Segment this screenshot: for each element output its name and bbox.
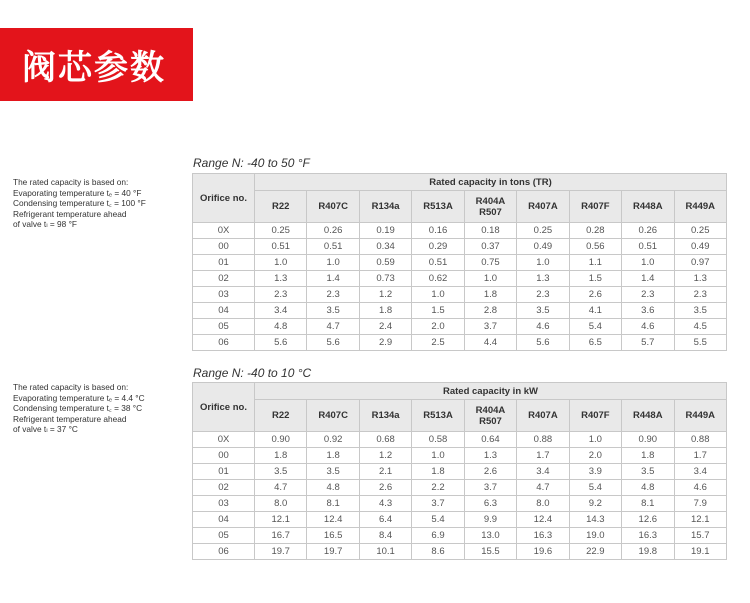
capacity-cell: 1.2 xyxy=(359,448,411,464)
capacity-cell: 1.3 xyxy=(517,271,569,287)
capacity-cell: 1.7 xyxy=(674,448,727,464)
capacity-cell: 3.7 xyxy=(464,480,516,496)
capacity-cell: 3.5 xyxy=(307,464,359,480)
capacity-cell: 1.4 xyxy=(622,271,674,287)
capacity-cell: 1.8 xyxy=(255,448,307,464)
capacity-cell: 0.25 xyxy=(255,223,307,239)
orifice-cell: 01 xyxy=(193,464,255,480)
capacity-cell: 8.1 xyxy=(307,496,359,512)
capacity-cell: 8.0 xyxy=(255,496,307,512)
capacity-table-tons xyxy=(192,173,727,351)
capacity-cell: 9.9 xyxy=(464,512,516,528)
capacity-cell: 0.49 xyxy=(674,239,727,255)
capacity-cell: 2.0 xyxy=(412,319,464,335)
capacity-cell: 0.37 xyxy=(464,239,516,255)
capacity-cell: 1.5 xyxy=(412,303,464,319)
capacity-cell: 1.0 xyxy=(255,255,307,271)
capacity-cell: 3.5 xyxy=(674,303,727,319)
capacity-cell: 0.64 xyxy=(464,432,516,448)
capacity-cell: 2.3 xyxy=(674,287,727,303)
capacity-cell: 4.7 xyxy=(255,480,307,496)
capacity-cell: 3.7 xyxy=(464,319,516,335)
capacity-cell: 0.29 xyxy=(412,239,464,255)
capacity-cell: 8.4 xyxy=(359,528,411,544)
capacity-cell: 0.26 xyxy=(622,223,674,239)
orifice-cell: 05 xyxy=(193,319,255,335)
capacity-cell: 12.1 xyxy=(674,512,727,528)
capacity-cell: 6.3 xyxy=(464,496,516,512)
capacity-cell: 19.6 xyxy=(517,544,569,560)
capacity-cell: 2.2 xyxy=(412,480,464,496)
capacity-cell: 4.3 xyxy=(359,496,411,512)
page-title-banner xyxy=(0,28,193,101)
capacity-cell: 0.68 xyxy=(359,432,411,448)
capacity-cell: 16.3 xyxy=(517,528,569,544)
basis-line: of valve tₗ = 98 °F xyxy=(13,219,77,229)
capacity-cell: 0.92 xyxy=(307,432,359,448)
orifice-cell: 03 xyxy=(193,287,255,303)
capacity-table xyxy=(192,382,727,560)
table-row xyxy=(193,512,727,528)
refrigerant-header: R134a xyxy=(359,191,411,223)
table-row xyxy=(193,496,727,512)
refrigerant-header: R448A xyxy=(622,191,674,223)
orifice-cell: 04 xyxy=(193,512,255,528)
capacity-cell: 1.8 xyxy=(622,448,674,464)
refrigerant-header: R513A xyxy=(412,191,464,223)
capacity-cell: 3.5 xyxy=(307,303,359,319)
capacity-cell: 14.3 xyxy=(569,512,621,528)
table-row xyxy=(193,432,727,448)
table-row xyxy=(193,271,727,287)
table-row xyxy=(193,303,727,319)
capacity-cell: 0.28 xyxy=(569,223,621,239)
orifice-cell: 01 xyxy=(193,255,255,271)
capacity-cell: 3.5 xyxy=(517,303,569,319)
capacity-cell: 3.5 xyxy=(622,464,674,480)
capacity-cell: 2.3 xyxy=(255,287,307,303)
capacity-cell: 5.6 xyxy=(517,335,569,351)
capacity-cell: 0.51 xyxy=(307,239,359,255)
capacity-cell: 1.0 xyxy=(464,271,516,287)
capacity-cell: 0.19 xyxy=(359,223,411,239)
basis-line: Refrigerant temperature ahead xyxy=(13,413,127,424)
capacity-cell: 12.1 xyxy=(255,512,307,528)
capacity-cell: 2.4 xyxy=(359,319,411,335)
table-row xyxy=(193,528,727,544)
table-row xyxy=(193,255,727,271)
capacity-cell: 1.8 xyxy=(307,448,359,464)
capacity-cell: 4.5 xyxy=(674,319,727,335)
capacity-cell: 15.5 xyxy=(464,544,516,560)
capacity-cell: 1.3 xyxy=(464,448,516,464)
capacity-cell: 1.3 xyxy=(674,271,727,287)
capacity-cell: 3.7 xyxy=(412,496,464,512)
capacity-cell: 1.0 xyxy=(412,448,464,464)
capacity-cell: 5.4 xyxy=(569,480,621,496)
capacity-cell: 4.8 xyxy=(307,480,359,496)
capacity-cell: 0.56 xyxy=(569,239,621,255)
capacity-cell: 4.7 xyxy=(307,319,359,335)
capacity-cell: 12.4 xyxy=(307,512,359,528)
capacity-cell: 12.4 xyxy=(517,512,569,528)
capacity-cell: 2.9 xyxy=(359,335,411,351)
capacity-cell: 15.7 xyxy=(674,528,727,544)
capacity-cell: 5.5 xyxy=(674,335,727,351)
orifice-cell: 03 xyxy=(193,496,255,512)
capacity-cell: 2.8 xyxy=(464,303,516,319)
refrigerant-header: R448A xyxy=(622,400,674,432)
refrigerant-header: R22 xyxy=(255,400,307,432)
capacity-cell: 0.18 xyxy=(464,223,516,239)
refrigerant-header: R407C xyxy=(307,191,359,223)
capacity-cell: 4.8 xyxy=(255,319,307,335)
capacity-table-kw xyxy=(192,382,727,560)
capacity-cell: 8.6 xyxy=(412,544,464,560)
page-title: 阀芯参数 xyxy=(22,48,166,88)
capacity-cell: 1.8 xyxy=(412,464,464,480)
capacity-cell: 19.8 xyxy=(622,544,674,560)
table-row xyxy=(193,287,727,303)
capacity-cell: 3.9 xyxy=(569,464,621,480)
orifice-cell: 00 xyxy=(193,239,255,255)
refrigerant-header: R407A xyxy=(517,191,569,223)
basis-line: The rated capacity is based on: xyxy=(13,382,129,392)
capacity-cell: 0.49 xyxy=(517,239,569,255)
capacity-cell: 5.7 xyxy=(622,335,674,351)
capacity-cell: 5.4 xyxy=(412,512,464,528)
capacity-cell: 4.7 xyxy=(517,480,569,496)
basis-line: Refrigerant temperature ahead xyxy=(13,208,127,219)
capacity-cell: 1.0 xyxy=(517,255,569,271)
capacity-cell: 0.73 xyxy=(359,271,411,287)
capacity-cell: 5.4 xyxy=(569,319,621,335)
capacity-cell: 1.7 xyxy=(517,448,569,464)
basis-line: The rated capacity is based on: xyxy=(13,177,129,187)
capacity-cell: 22.9 xyxy=(569,544,621,560)
orifice-cell: 02 xyxy=(193,480,255,496)
capacity-cell: 8.1 xyxy=(622,496,674,512)
capacity-group-header: Rated capacity in tons (TR) xyxy=(255,174,727,191)
basis-line: Condensing temperature t꜀ = 38 °C xyxy=(13,403,143,413)
capacity-cell: 0.58 xyxy=(412,432,464,448)
capacity-cell: 1.3 xyxy=(255,271,307,287)
table-row xyxy=(193,480,727,496)
capacity-cell: 1.0 xyxy=(622,255,674,271)
capacity-cell: 8.0 xyxy=(517,496,569,512)
capacity-cell: 5.6 xyxy=(307,335,359,351)
orifice-cell: 0X xyxy=(193,223,255,239)
capacity-table xyxy=(192,173,727,351)
capacity-cell: 0.88 xyxy=(517,432,569,448)
capacity-cell: 1.2 xyxy=(359,287,411,303)
capacity-cell: 2.0 xyxy=(569,448,621,464)
capacity-cell: 3.4 xyxy=(674,464,727,480)
capacity-cell: 19.0 xyxy=(569,528,621,544)
capacity-cell: 1.0 xyxy=(307,255,359,271)
orifice-header: Orifice no. xyxy=(193,174,255,223)
table-row xyxy=(193,319,727,335)
capacity-cell: 1.0 xyxy=(412,287,464,303)
refrigerant-header: R134a xyxy=(359,400,411,432)
capacity-cell: 0.51 xyxy=(412,255,464,271)
table-row xyxy=(193,239,727,255)
basis-line: Evaporating temperature tₑ = 40 °F xyxy=(13,187,142,198)
refrigerant-header: R407F xyxy=(569,191,621,223)
capacity-cell: 1.8 xyxy=(359,303,411,319)
capacity-cell: 4.1 xyxy=(569,303,621,319)
capacity-cell: 13.0 xyxy=(464,528,516,544)
refrigerant-header: R407A xyxy=(517,400,569,432)
capacity-cell: 0.51 xyxy=(255,239,307,255)
capacity-cell: 1.5 xyxy=(569,271,621,287)
table-row xyxy=(193,335,727,351)
capacity-group-header: Rated capacity in kW xyxy=(255,383,727,400)
capacity-cell: 0.62 xyxy=(412,271,464,287)
orifice-cell: 04 xyxy=(193,303,255,319)
basis-line: of valve tₗ = 37 °C xyxy=(13,424,78,434)
capacity-cell: 2.3 xyxy=(307,287,359,303)
capacity-cell: 0.16 xyxy=(412,223,464,239)
capacity-cell: 4.8 xyxy=(622,480,674,496)
capacity-cell: 12.6 xyxy=(622,512,674,528)
capacity-cell: 2.3 xyxy=(622,287,674,303)
capacity-cell: 1.1 xyxy=(569,255,621,271)
capacity-cell: 19.1 xyxy=(674,544,727,560)
capacity-cell: 2.6 xyxy=(464,464,516,480)
capacity-cell: 19.7 xyxy=(307,544,359,560)
capacity-cell: 0.26 xyxy=(307,223,359,239)
orifice-header: Orifice no. xyxy=(193,383,255,432)
capacity-cell: 1.0 xyxy=(569,432,621,448)
table-row xyxy=(193,464,727,480)
capacity-cell: 0.90 xyxy=(255,432,307,448)
capacity-cell: 6.4 xyxy=(359,512,411,528)
basis-line: Evaporating temperature tₑ = 4.4 °C xyxy=(13,392,145,403)
capacity-cell: 16.5 xyxy=(307,528,359,544)
capacity-cell: 4.6 xyxy=(674,480,727,496)
capacity-cell: 0.75 xyxy=(464,255,516,271)
capacity-cell: 16.7 xyxy=(255,528,307,544)
capacity-cell: 5.6 xyxy=(255,335,307,351)
capacity-cell: 3.6 xyxy=(622,303,674,319)
capacity-cell: 19.7 xyxy=(255,544,307,560)
capacity-cell: 0.97 xyxy=(674,255,727,271)
capacity-cell: 0.25 xyxy=(674,223,727,239)
refrigerant-header: R449A xyxy=(674,191,727,223)
table-row xyxy=(193,544,727,560)
capacity-cell: 3.4 xyxy=(517,464,569,480)
orifice-cell: 02 xyxy=(193,271,255,287)
refrigerant-header: R407F xyxy=(569,400,621,432)
range-title-fahrenheit: Range N: -40 to 50 °F xyxy=(193,156,310,170)
capacity-cell: 0.25 xyxy=(517,223,569,239)
table-row xyxy=(193,448,727,464)
rating-basis-fahrenheit xyxy=(13,177,146,230)
capacity-cell: 2.3 xyxy=(517,287,569,303)
capacity-cell: 2.1 xyxy=(359,464,411,480)
capacity-cell: 1.8 xyxy=(464,287,516,303)
range-title-celsius: Range N: -40 to 10 °C xyxy=(193,366,312,380)
refrigerant-header: R513A xyxy=(412,400,464,432)
capacity-cell: 4.6 xyxy=(622,319,674,335)
capacity-cell: 0.90 xyxy=(622,432,674,448)
orifice-cell: 00 xyxy=(193,448,255,464)
capacity-cell: 1.4 xyxy=(307,271,359,287)
refrigerant-header: R407C xyxy=(307,400,359,432)
capacity-cell: 4.6 xyxy=(517,319,569,335)
basis-line: Condensing temperature t꜀ = 100 °F xyxy=(13,198,146,208)
capacity-cell: 3.5 xyxy=(255,464,307,480)
refrigerant-header: R449A xyxy=(674,400,727,432)
capacity-cell: 3.4 xyxy=(255,303,307,319)
capacity-cell: 0.59 xyxy=(359,255,411,271)
capacity-cell: 4.4 xyxy=(464,335,516,351)
capacity-cell: 16.3 xyxy=(622,528,674,544)
capacity-cell: 2.6 xyxy=(359,480,411,496)
capacity-cell: 2.6 xyxy=(569,287,621,303)
capacity-cell: 9.2 xyxy=(569,496,621,512)
refrigerant-header: R22 xyxy=(255,191,307,223)
capacity-cell: 6.9 xyxy=(412,528,464,544)
capacity-cell: 2.5 xyxy=(412,335,464,351)
orifice-cell: 0X xyxy=(193,432,255,448)
capacity-cell: 7.9 xyxy=(674,496,727,512)
refrigerant-header: R404A R507 xyxy=(464,191,516,223)
capacity-cell: 0.88 xyxy=(674,432,727,448)
orifice-cell: 06 xyxy=(193,544,255,560)
capacity-cell: 10.1 xyxy=(359,544,411,560)
orifice-cell: 06 xyxy=(193,335,255,351)
capacity-cell: 0.51 xyxy=(622,239,674,255)
capacity-cell: 6.5 xyxy=(569,335,621,351)
table-row xyxy=(193,223,727,239)
orifice-cell: 05 xyxy=(193,528,255,544)
refrigerant-header: R404A R507 xyxy=(464,400,516,432)
rating-basis-celsius xyxy=(13,382,145,435)
capacity-cell: 0.34 xyxy=(359,239,411,255)
